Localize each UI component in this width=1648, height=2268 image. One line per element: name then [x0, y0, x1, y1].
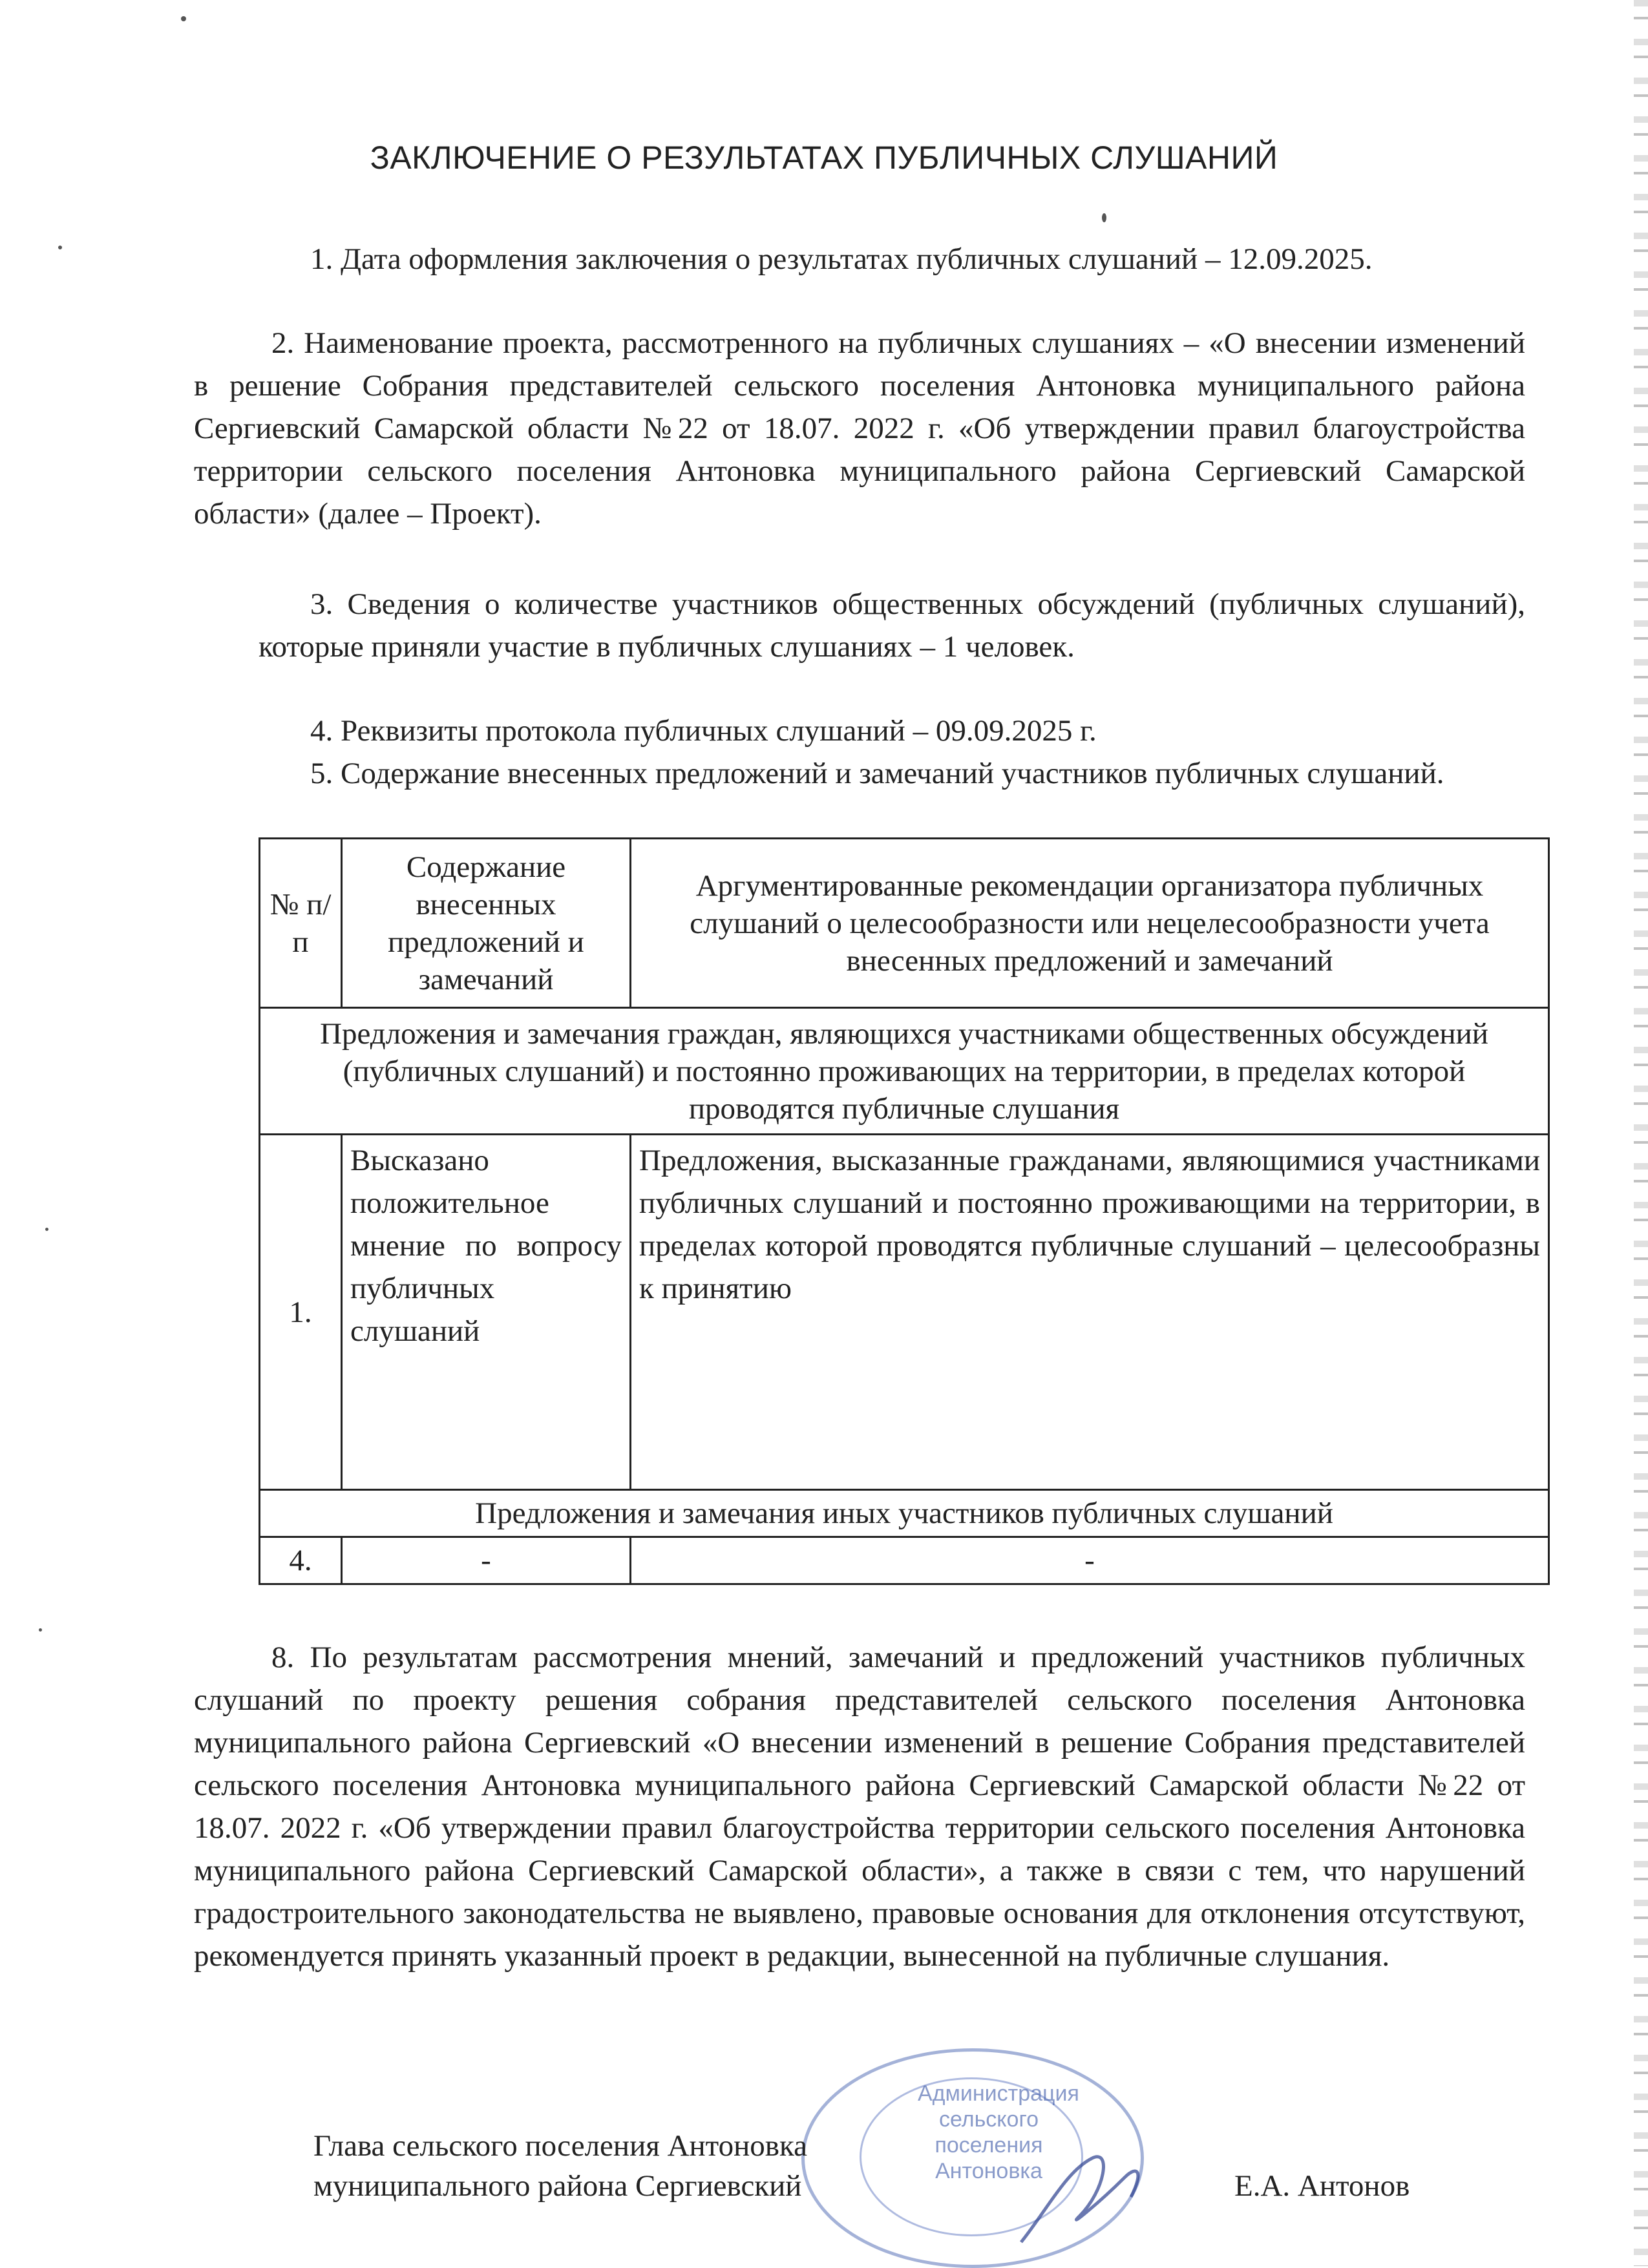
table-section-row: [260, 1008, 1549, 1135]
header-number: № п/п: [260, 839, 342, 1008]
scan-speck: [181, 16, 186, 21]
header-recommendation: Аргументированные рекомендации организатора публичных слушаний о целесообразности или нецелесообразности учета внесенных предложений и замечаний: [631, 839, 1549, 1008]
row-content: -: [342, 1537, 631, 1584]
table-row: [260, 1537, 1549, 1584]
paragraph-5-text: 5. Содержание внесенных предложений и замечаний участников публичных слушаний.: [310, 757, 1444, 790]
paragraph-8-text: 8. По результатам рассмотрения мнений, замечаний и предложений участников публичных слушаний по проекту решения собрания представителей сельского поселения Антоновка муниципального района Сергиевский «О внесении изменений в решение Собрания представителей сельского поселения Антоновка муниципального района Сергиевский Самарской области №22 от 18.07. 2022 г. «Об утверждении правил благоустройства территории сельского поселения Антоновка муниципального района Сергиевский Самарской области», а также в связи с тем, что нарушений градостроительного законодательства не выявлено, правовые основания для отклонения отсутствуют, рекомендуется принять указанный проект в редакции, вынесенной на публичные слушания.: [194, 1641, 1525, 1973]
paragraph-4-text: 4. Реквизиты протокола публичных слушаний – 09.09.2025 г.: [310, 714, 1097, 748]
scan-edge-artifact: [1634, 0, 1648, 2266]
page-title: ЗАКЛЮЧЕНИЕ О РЕЗУЛЬТАТАХ ПУБЛИЧНЫХ СЛУШАНИЙ: [370, 140, 1278, 176]
paragraph-8: [194, 1636, 1525, 1977]
header-content: Содержание внесенных предложений и замечаний: [342, 839, 631, 1008]
signature-name: Е.А. Антонов: [1234, 2169, 1410, 2203]
scan-speck: [1102, 213, 1106, 222]
proposals-table: [259, 837, 1550, 1585]
paragraph-1: [259, 238, 1525, 280]
section-citizens: Предложения и замечания граждан, являющихся участниками общественных обсуждений (публичных слушаний) и постоянно проживающих на территории, в пределах которой проводятся публичные слушания: [260, 1008, 1549, 1135]
row-number: 4.: [260, 1537, 342, 1584]
paragraph-2: [194, 322, 1525, 535]
row-recommendation: -: [631, 1537, 1549, 1584]
scan-speck: [39, 1628, 42, 1632]
signature-block: [313, 2126, 807, 2206]
table-row: [260, 1135, 1549, 1490]
section-other: Предложения и замечания иных участников публичных слушаний: [260, 1490, 1549, 1537]
paragraph-3: [259, 583, 1525, 668]
scan-speck: [58, 246, 62, 249]
handwritten-signature: [1008, 2132, 1163, 2262]
row-content: Высказано положительное мнение по вопросу публичных слушаний: [342, 1135, 631, 1490]
paragraph-2-text: 2. Наименование проекта, рассмотренного на публичных слушаниях – «О внесении изменений в решение Собрания представителей сельского поселения Антоновка муниципального района Сергиевский Самарской области №22 от 18.07. 2022 г. «Об утверждении правил благоустройства территории сельского поселения Антоновка муниципального района Сергиевский Самарской области» (далее – Проект).: [194, 326, 1525, 530]
table-section-row: [260, 1490, 1549, 1537]
stamp-text: Администрация сельского поселения Антоновка: [918, 2081, 1079, 2183]
paragraph-3-text: 3. Сведения о количестве участников общественных обсуждений (публичных слушаний), которые приняли участие в публичных слушаниях – 1 человек.: [259, 587, 1525, 664]
paragraph-5: [259, 752, 1525, 795]
scan-speck: [45, 1228, 48, 1231]
table-header-row: [260, 839, 1549, 1008]
paragraph-4: [310, 709, 1525, 752]
signature-position-line2: муниципального района Сергиевский: [313, 2169, 802, 2203]
row-recommendation: Предложения, высказанные гражданами, являющимися участниками публичных слушаний и постоянно проживающими на территории, в пределах которой проводятся публичные слушаний – целесообразны к принятию: [631, 1135, 1549, 1490]
paragraph-1-text: 1. Дата оформления заключения о результатах публичных слушаний – 12.09.2025.: [310, 242, 1373, 276]
signature-position-line1: Глава сельского поселения Антоновка: [313, 2129, 807, 2163]
row-number: 1.: [260, 1135, 342, 1490]
